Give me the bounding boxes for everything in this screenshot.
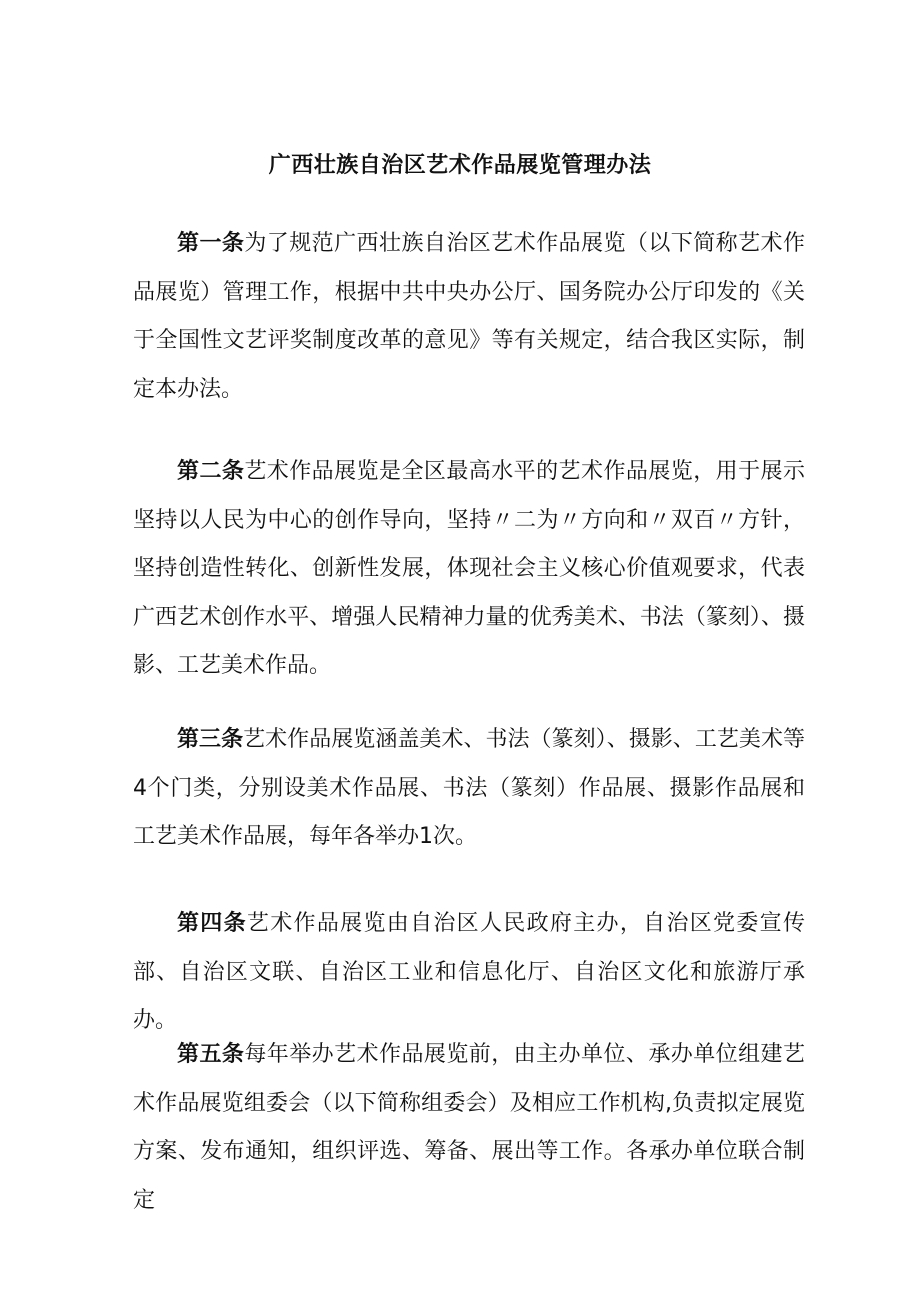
- article-4-heading: 第四条: [177, 911, 247, 936]
- article-5: [133, 1031, 805, 1225]
- article-4: [133, 900, 805, 1046]
- article-5-text: 每年举办艺术作品展览前，由主办单位、承办单位组建艺术作品展览组委会（以下简称组委会）及相应工作机构,负责拟定展览方案、发布通知，组织评选、筹备、展出等工作。各承办单位联合制定: [133, 1042, 805, 1213]
- article-2-text: 艺术作品展览是全区最高水平的艺术作品展览，用于展示坚持以人民为中心的创作导向，坚持〃二为〃方向和〃双百〃方针，坚持创造性转化、创新性发展，体现社会主义核心价值观要求，代表广西艺术创作水平、增强人民精神力量的优秀美术、书法（篆刻）、摄影、工艺美术作品。: [133, 459, 805, 678]
- article-1-heading: 第一条: [177, 231, 245, 256]
- article-2-heading: 第二条: [177, 459, 245, 484]
- article-2: [133, 448, 805, 691]
- article-3-heading: 第三条: [177, 727, 244, 752]
- document-title: 广西壮族自治区艺术作品展览管理办法: [268, 153, 652, 178]
- article-1: [133, 220, 805, 414]
- article-5-heading: 第五条: [177, 1042, 245, 1067]
- article-4-text: 艺术作品展览由自治区人民政府主办，自治区党委宣传部、自治区文联、自治区工业和信息化厅、自治区文化和旅游厅承办。: [133, 911, 805, 1033]
- article-3-text: 艺术作品展览涵盖美术、书法（篆刻）、摄影、工艺美术等4个门类，分别设美术作品展、书法（篆刻）作品展、摄影作品展和工艺美术作品展，每年各举办1次。: [133, 727, 805, 849]
- article-1-text: 为了规范广西壮族自治区艺术作品展览（以下简称艺术作品展览）管理工作，根据中共中央办公厅、国务院办公厅印发的《关于全国性文艺评奖制度改革的意见》等有关规定，结合我区实际，制定本办法。: [133, 231, 805, 402]
- article-3: [133, 716, 805, 862]
